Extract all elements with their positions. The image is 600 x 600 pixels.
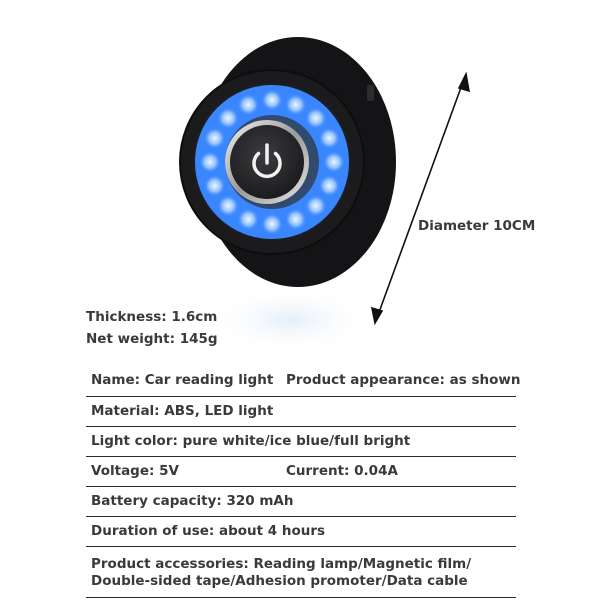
- spec-row: [86, 547, 516, 598]
- led-dot: [204, 175, 226, 197]
- led-dot: [261, 213, 283, 235]
- led-dot: [285, 208, 307, 230]
- spec-light-color: Light color: pure white/ice blue/full bright: [91, 433, 411, 449]
- spec-appearance: Product appearance: as shown: [286, 372, 521, 388]
- led-dot: [204, 127, 226, 149]
- led-dot: [237, 208, 259, 230]
- led-dot: [318, 175, 340, 197]
- led-dot: [237, 94, 259, 116]
- led-dot: [199, 151, 221, 173]
- spec-table: [86, 366, 521, 598]
- spec-row: [86, 427, 516, 457]
- spec-accessories: Product accessories: Reading lamp/Magnetic film/ Double-sided tape/Adhesion promoter/Data cable: [91, 556, 472, 589]
- spec-row: [86, 366, 521, 397]
- spec-voltage: Voltage: 5V: [91, 463, 179, 479]
- diameter-label: Diameter 10CM: [418, 218, 536, 234]
- led-dot: [217, 195, 239, 217]
- led-dot: [323, 151, 345, 173]
- spec-material: Material: ABS, LED light: [91, 403, 274, 419]
- led-dot: [217, 107, 239, 129]
- spec-battery: Battery capacity: 320 mAh: [91, 493, 294, 509]
- spec-name: Name: Car reading light: [91, 372, 274, 388]
- led-dot: [318, 127, 340, 149]
- led-dot: [285, 94, 307, 116]
- spec-row: [86, 517, 516, 547]
- weight-label: Net weight: 145g: [86, 331, 218, 347]
- led-dot: [305, 195, 327, 217]
- thickness-label: Thickness: 1.6cm: [86, 309, 218, 325]
- spec-current: Current: 0.04A: [286, 463, 398, 479]
- spec-row: [86, 487, 516, 517]
- led-dot: [305, 107, 327, 129]
- floor-reflection: [205, 285, 375, 355]
- charging-port: [367, 85, 374, 101]
- spec-row: [86, 397, 516, 427]
- spec-row: [86, 457, 516, 487]
- spec-duration: Duration of use: about 4 hours: [91, 523, 326, 539]
- led-dot: [261, 89, 283, 111]
